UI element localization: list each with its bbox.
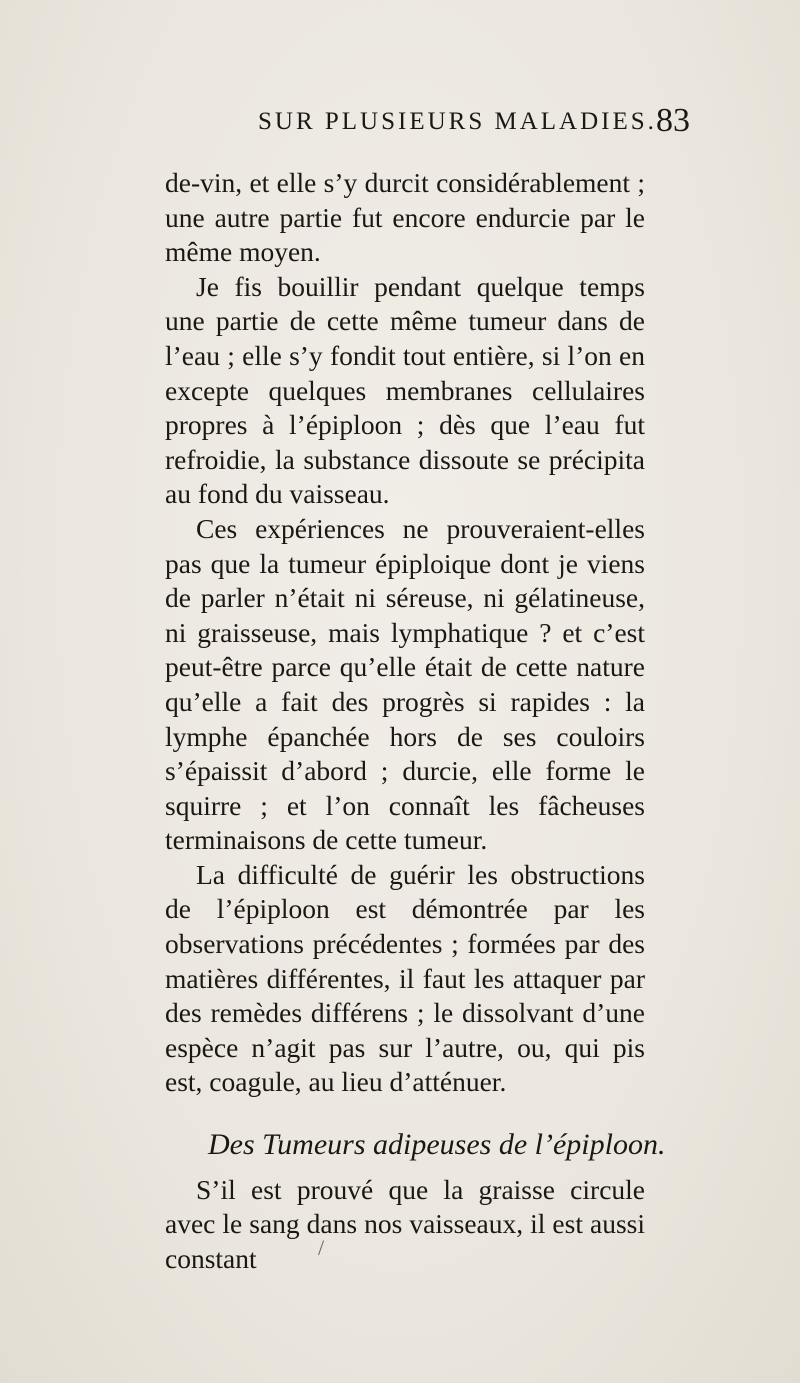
paragraph-lymphatic-hypothesis: Ces expériences ne prouveraient-elles pas que la tumeur épiploique dont je viens de parler n’était ni séreuse, ni gélatineuse, ni graisseuse, mais lymphatique ? et c’est peut-être parce qu’elle était de cette nature qu’elle a fait des progrès si rapides : la lymphe épanchée hors de ses couloirs s’épaissit d’abord ; durcie, elle forme le squirre ; et l’on connaît les fâcheuses terminaisons de cette tumeur.: [165, 512, 645, 856]
section-heading: Des Tumeurs adipeuses de l’épiploon.: [208, 1128, 666, 1162]
paragraph-boiling-experiment: Je fis bouillir pendant quelque temps une partie de cette même tumeur dans de l’eau ; elle s’y fondit tout entière, si l’on en excepte quelques membranes cellulaires propres à l’épiploon ; dès que l’eau fut refroidie, la substance dissoute se précipita au fond du vaisseau.: [165, 270, 645, 510]
page-number: 83: [656, 102, 690, 139]
text-block: [165, 166, 666, 1276]
stray-mark: /: [318, 1235, 325, 1260]
paragraph-treatment-difficulty: La difficulté de guérir les obstructions de l’épiploon est démontrée par les observations précédentes ; formées par des matières différentes, il faut les attaquer par des remèdes différens ; le dissolvant d’une espèce n’agit pas sur l’autre, ou, qui pis est, coagule, au lieu d’atténuer.: [165, 858, 645, 1098]
running-head: [0, 102, 800, 158]
running-title: SUR PLUSIEURS MALADIES.: [258, 108, 657, 135]
paragraph-continuation: de-vin, et elle s’y durcit considérablement ; une autre partie fut encore endurcie par le même moyen.: [165, 167, 645, 268]
paragraph-adipose-tumors: S’il est prouvé que la graisse circule avec le sang dans nos vaisseaux, il est aussi constant: [165, 1173, 645, 1274]
